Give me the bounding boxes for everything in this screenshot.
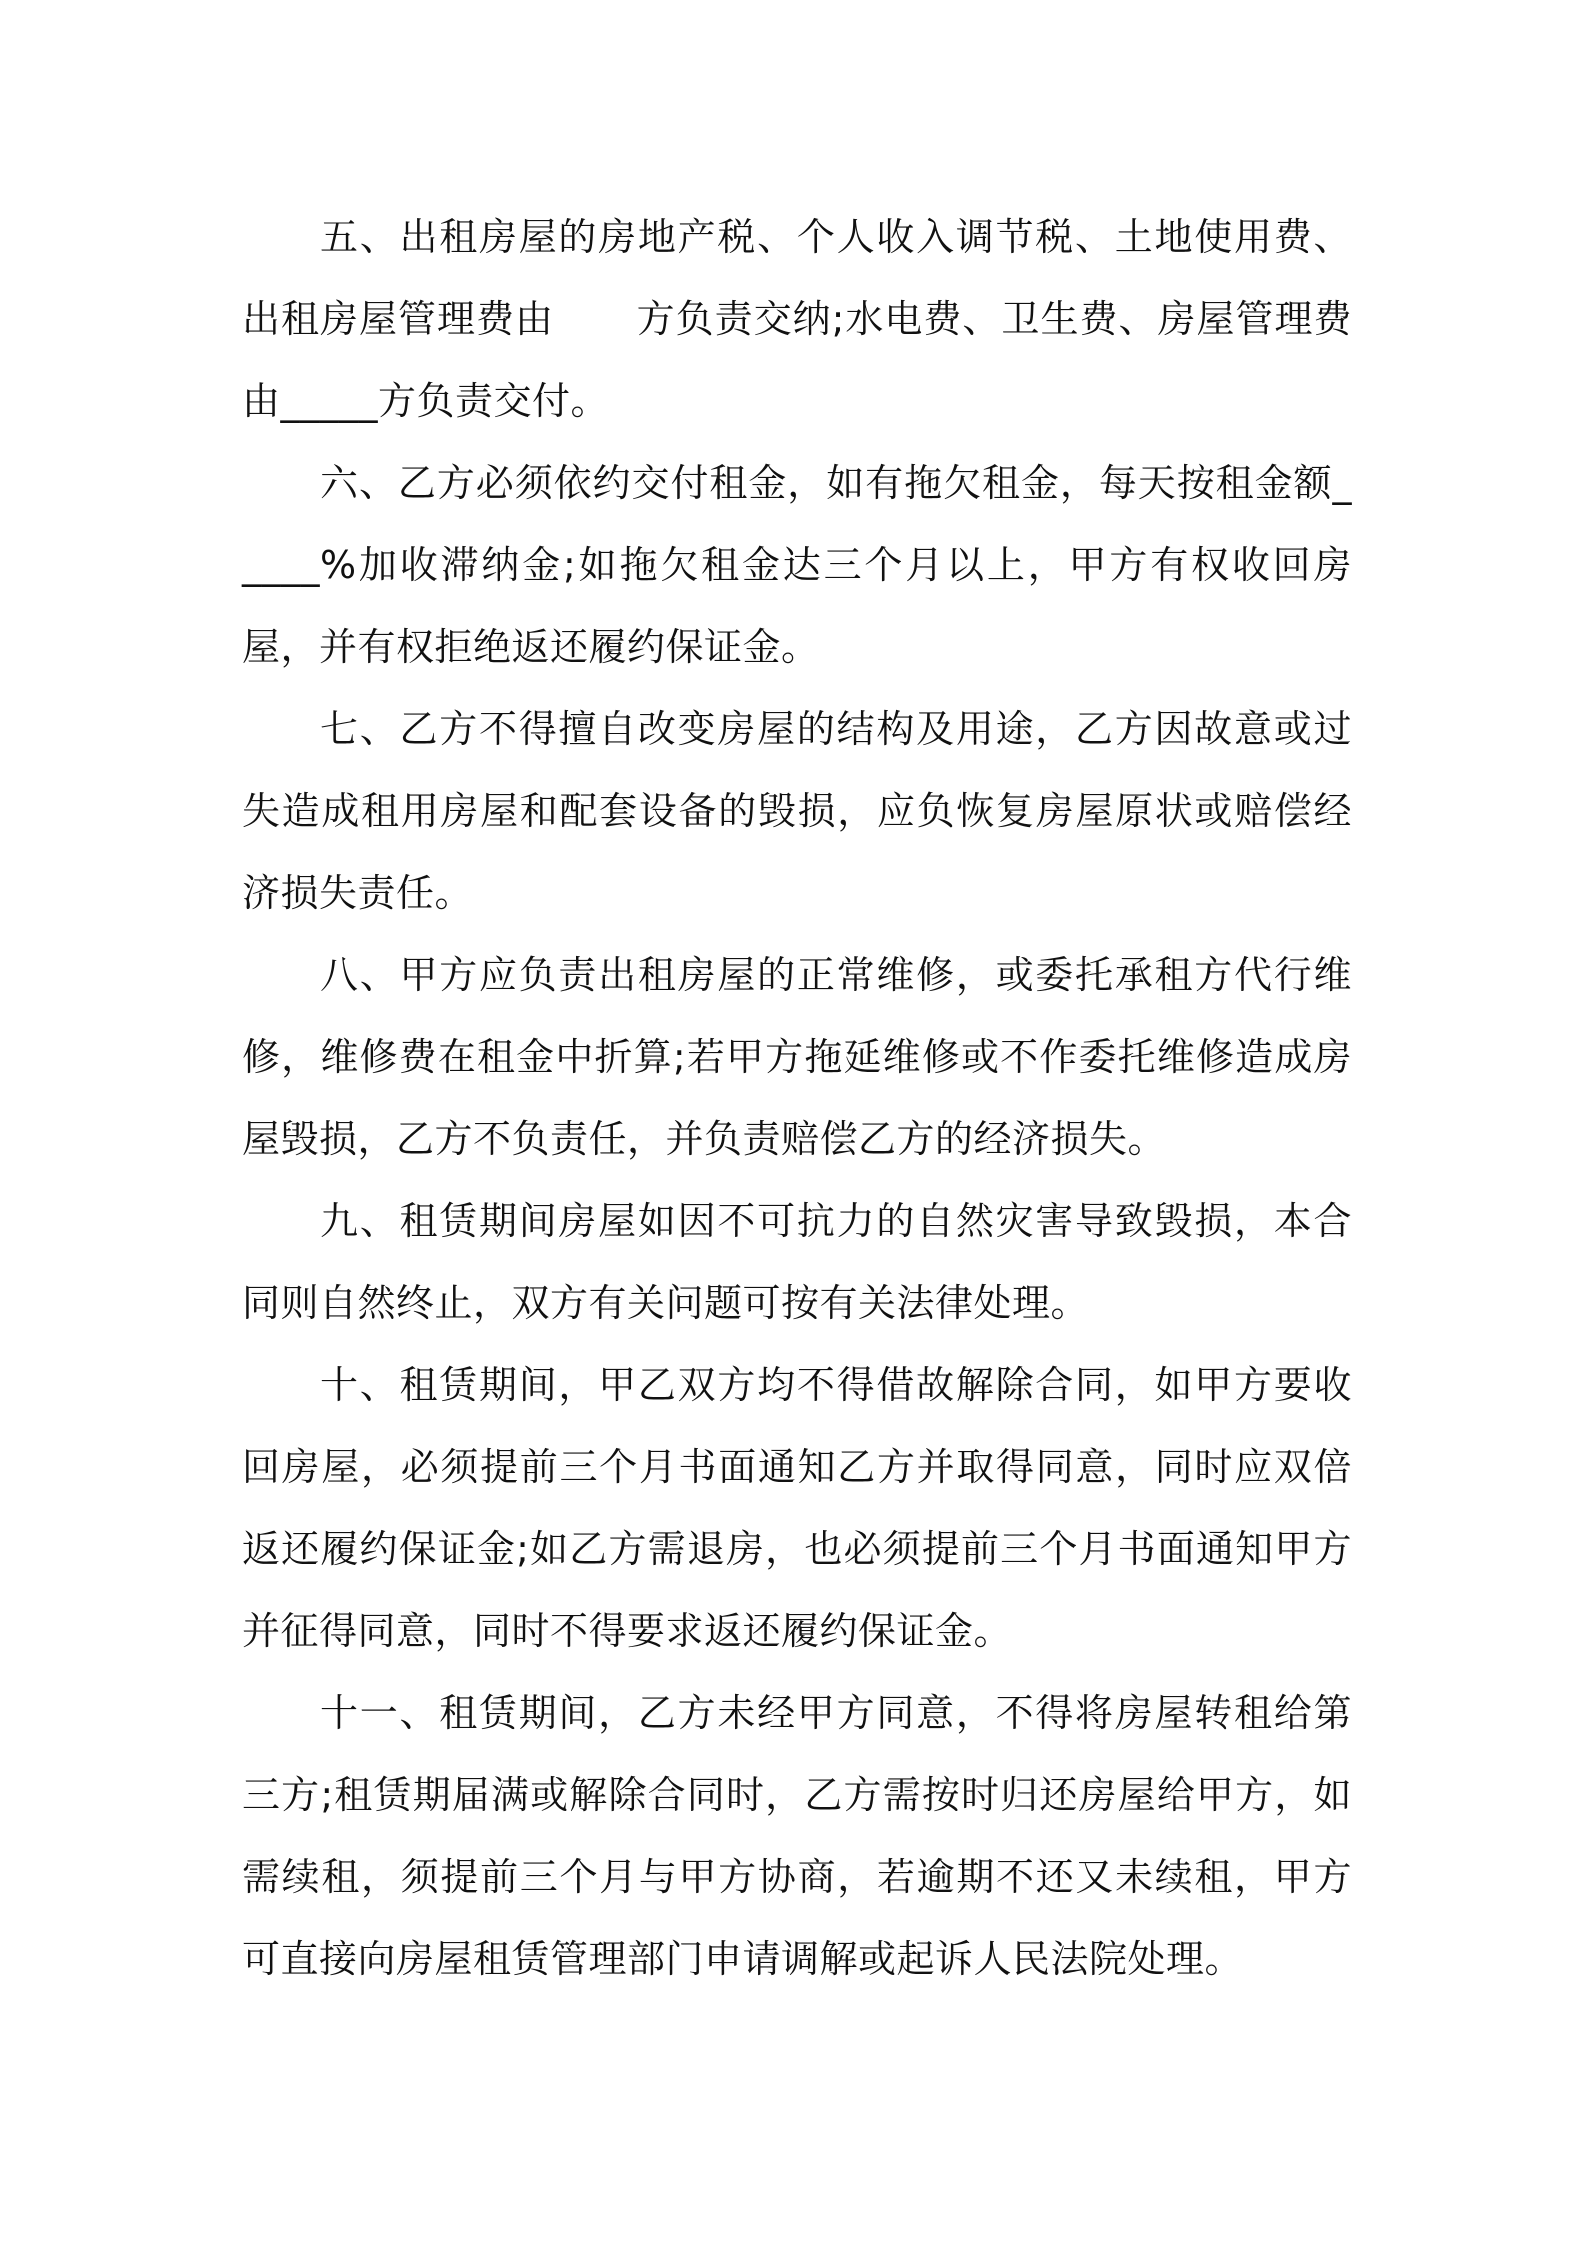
clause-10: 十、租赁期间，甲乙双方均不得借故解除合同，如甲方要收回房屋，必须提前三个月书面通知乙方并取得同意，同时应双倍返还履约保证金;如乙方需退房，也必须提前三个月书面通知甲方并征得同意，同时不得要求返还履约保证金。 xyxy=(242,1363,1352,1653)
clause-7: 七、乙方不得擅自改变房屋的结构及用途，乙方因故意或过失造成租用房屋和配套设备的毁损，应负恢复房屋原状或赔偿经济损失责任。 xyxy=(242,707,1352,915)
contract-body xyxy=(242,196,1352,2000)
clause-5-text-part1: 五、出租房屋的房地产税、个人收入调节税、土地使用费、出租房屋管理费由 xyxy=(242,215,1352,341)
clause-8: 八、甲方应负责出租房屋的正常维修，或委托承租方代行维修，维修费在租金中折算;若甲方拖延维修或不作委托维修造成房屋毁损，乙方不负责任，并负责赔偿乙方的经济损失。 xyxy=(242,953,1352,1161)
clause-5-text-part2: 方负责交纳;水电费、卫生费、房屋管理费由_____方负责交付。 xyxy=(242,297,1352,423)
clause-5 xyxy=(242,196,1352,442)
clause-6: 六、乙方必须依约交付租金，如有拖欠租金，每天按租金额_____%加收滞纳金;如拖欠租金达三个月以上，甲方有权收回房屋，并有权拒绝返还履约保证金。 xyxy=(242,461,1352,669)
clause-9: 九、租赁期间房屋如因不可抗力的自然灾害导致毁损，本合同则自然终止，双方有关问题可按有关法律处理。 xyxy=(242,1199,1352,1325)
clause-11: 十一、租赁期间，乙方未经甲方同意，不得将房屋转租给第三方;租赁期届满或解除合同时，乙方需按时归还房屋给甲方，如需续租，须提前三个月与甲方协商，若逾期不还又未续租，甲方可直接向房屋租赁管理部门申请调解或起诉人民法院处理。 xyxy=(242,1691,1352,1981)
